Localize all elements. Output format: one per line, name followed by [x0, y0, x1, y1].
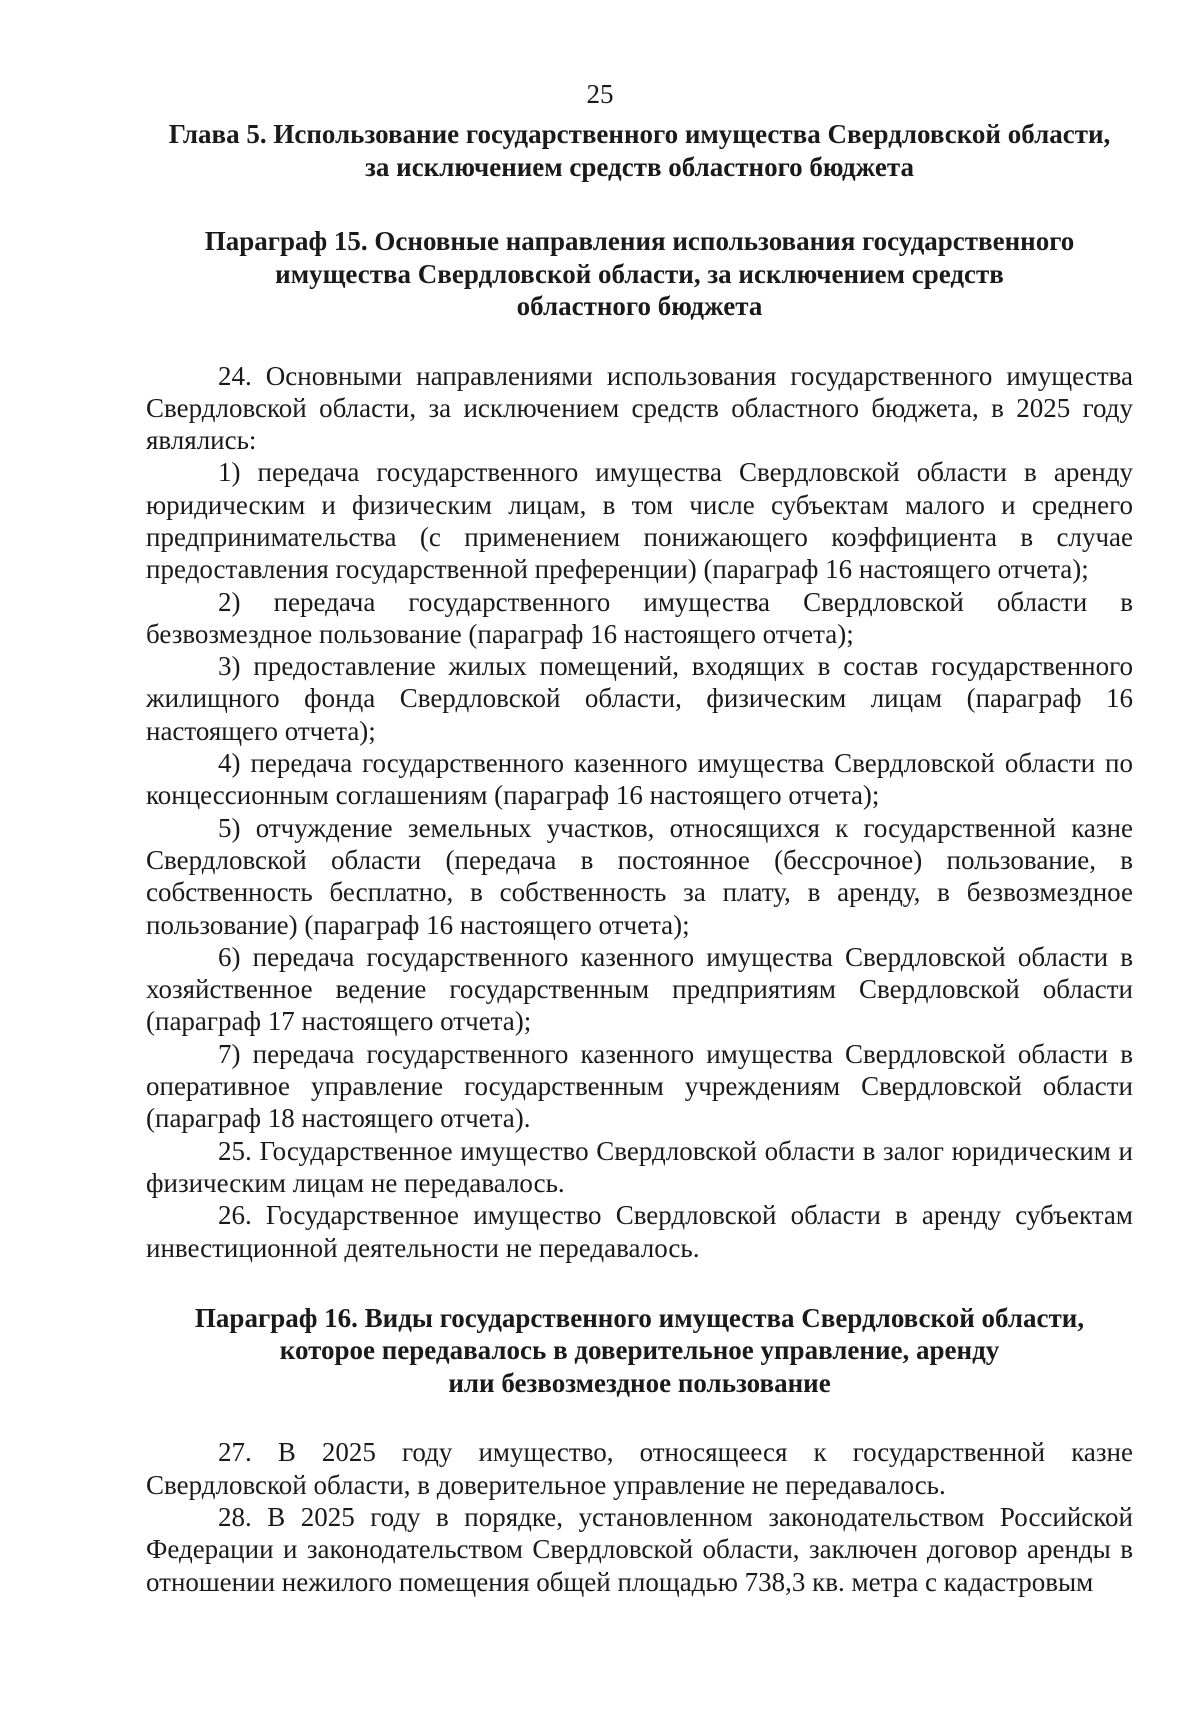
list-item-3: 3) предоставление жилых помещений, входящих в состав государственного жилищного фонда Свердловской области, физическим лицам (параграф 16 настоящего отчета);: [146, 651, 1133, 746]
paragraph-heading-line: Параграф 16. Виды государственного имущества Свердловской области,: [194, 1302, 1085, 1333]
page-content: [146, 118, 1133, 1598]
list-item-6: 6) передача государственного казенного имущества Свердловской области в хозяйственное ведение государственным предприятиям Свердловской области (параграф 17 настоящего отчета);: [146, 941, 1133, 1037]
item-28: 28. В 2025 году в порядке, установленном законодательством Российской Федерации и законодательством Свердловской области, заключен договор аренды в отношении нежилого помещения общей площадью 738,3 кв. метра с кадастровым: [146, 1501, 1133, 1597]
list-item-5: 5) отчуждение земельных участков, относящихся к государственной казне Свердловской области (передача в постоянное (бессрочное) пользование, в собственность бесплатно, в собственность за плату, в аренду, в безвозмездное пользование) (параграф 16 настоящего отчета);: [146, 812, 1133, 940]
paragraph-heading-line: Параграф 15. Основные направления использования государственного: [204, 226, 1075, 256]
chapter-heading: [146, 118, 1133, 183]
item-24: 24. Основными направлениями использования государственного имущества Свердловской области, за исключением средств областного бюджета, в 2025 году являлись:: [146, 360, 1133, 456]
list-item-4: 4) передача государственного казенного имущества Свердловской области по концессионным соглашениям (параграф 16 настоящего отчета);: [146, 748, 1133, 811]
paragraph-16-heading: [146, 1302, 1133, 1400]
list-item-2: 2) передача государственного имущества Свердловской области в безвозмездное пользование (параграф 16 настоящего отчета);: [146, 586, 1133, 649]
chapter-heading-line: Глава 5. Использование государственного имущества Свердловской области,: [168, 119, 1111, 149]
page-number: 25: [586, 79, 614, 109]
paragraph-15-heading: [146, 225, 1133, 323]
paragraph-heading-line: областного бюджета: [516, 291, 763, 321]
chapter-heading-line: за исключением средств областного бюджета: [365, 151, 914, 182]
item-27: 27. В 2025 году имущество, относящееся к государственной казне Свердловской области, в доверительное управление не передавалось.: [146, 1437, 1133, 1500]
section-gap: [146, 1264, 1133, 1302]
item-26: 26. Государственное имущество Свердловской области в аренду субъектам инвестиционной деятельности не передавалось.: [146, 1200, 1133, 1263]
paragraph-16-section: [146, 1302, 1133, 1598]
list-item-7: 7) передача государственного казенного имущества Свердловской области в оперативное управление государственным учреждениям Свердловской области (параграф 18 настоящего отчета).: [146, 1038, 1133, 1134]
item-25: 25. Государственное имущество Свердловской области в залог юридическим и физическим лицам не передавалось.: [146, 1135, 1133, 1198]
paragraph-15-section: [146, 225, 1133, 1264]
paragraph-heading-line: которое передавалось в доверительное управление, аренду: [279, 1335, 1000, 1366]
list-item-1: 1) передача государственного имущества Свердловской области в аренду юридическим и физическим лицам, в том числе субъектам малого и среднего предпринимательства (с применением понижающего коэффициента в случае предоставления государственной преференции) (параграф 16 настоящего отчета);: [146, 457, 1133, 585]
paragraph-heading-line: имущества Свердловской области, за исключением средств: [275, 258, 1004, 289]
paragraph-heading-line: или безвозмездное пользование: [448, 1367, 831, 1398]
